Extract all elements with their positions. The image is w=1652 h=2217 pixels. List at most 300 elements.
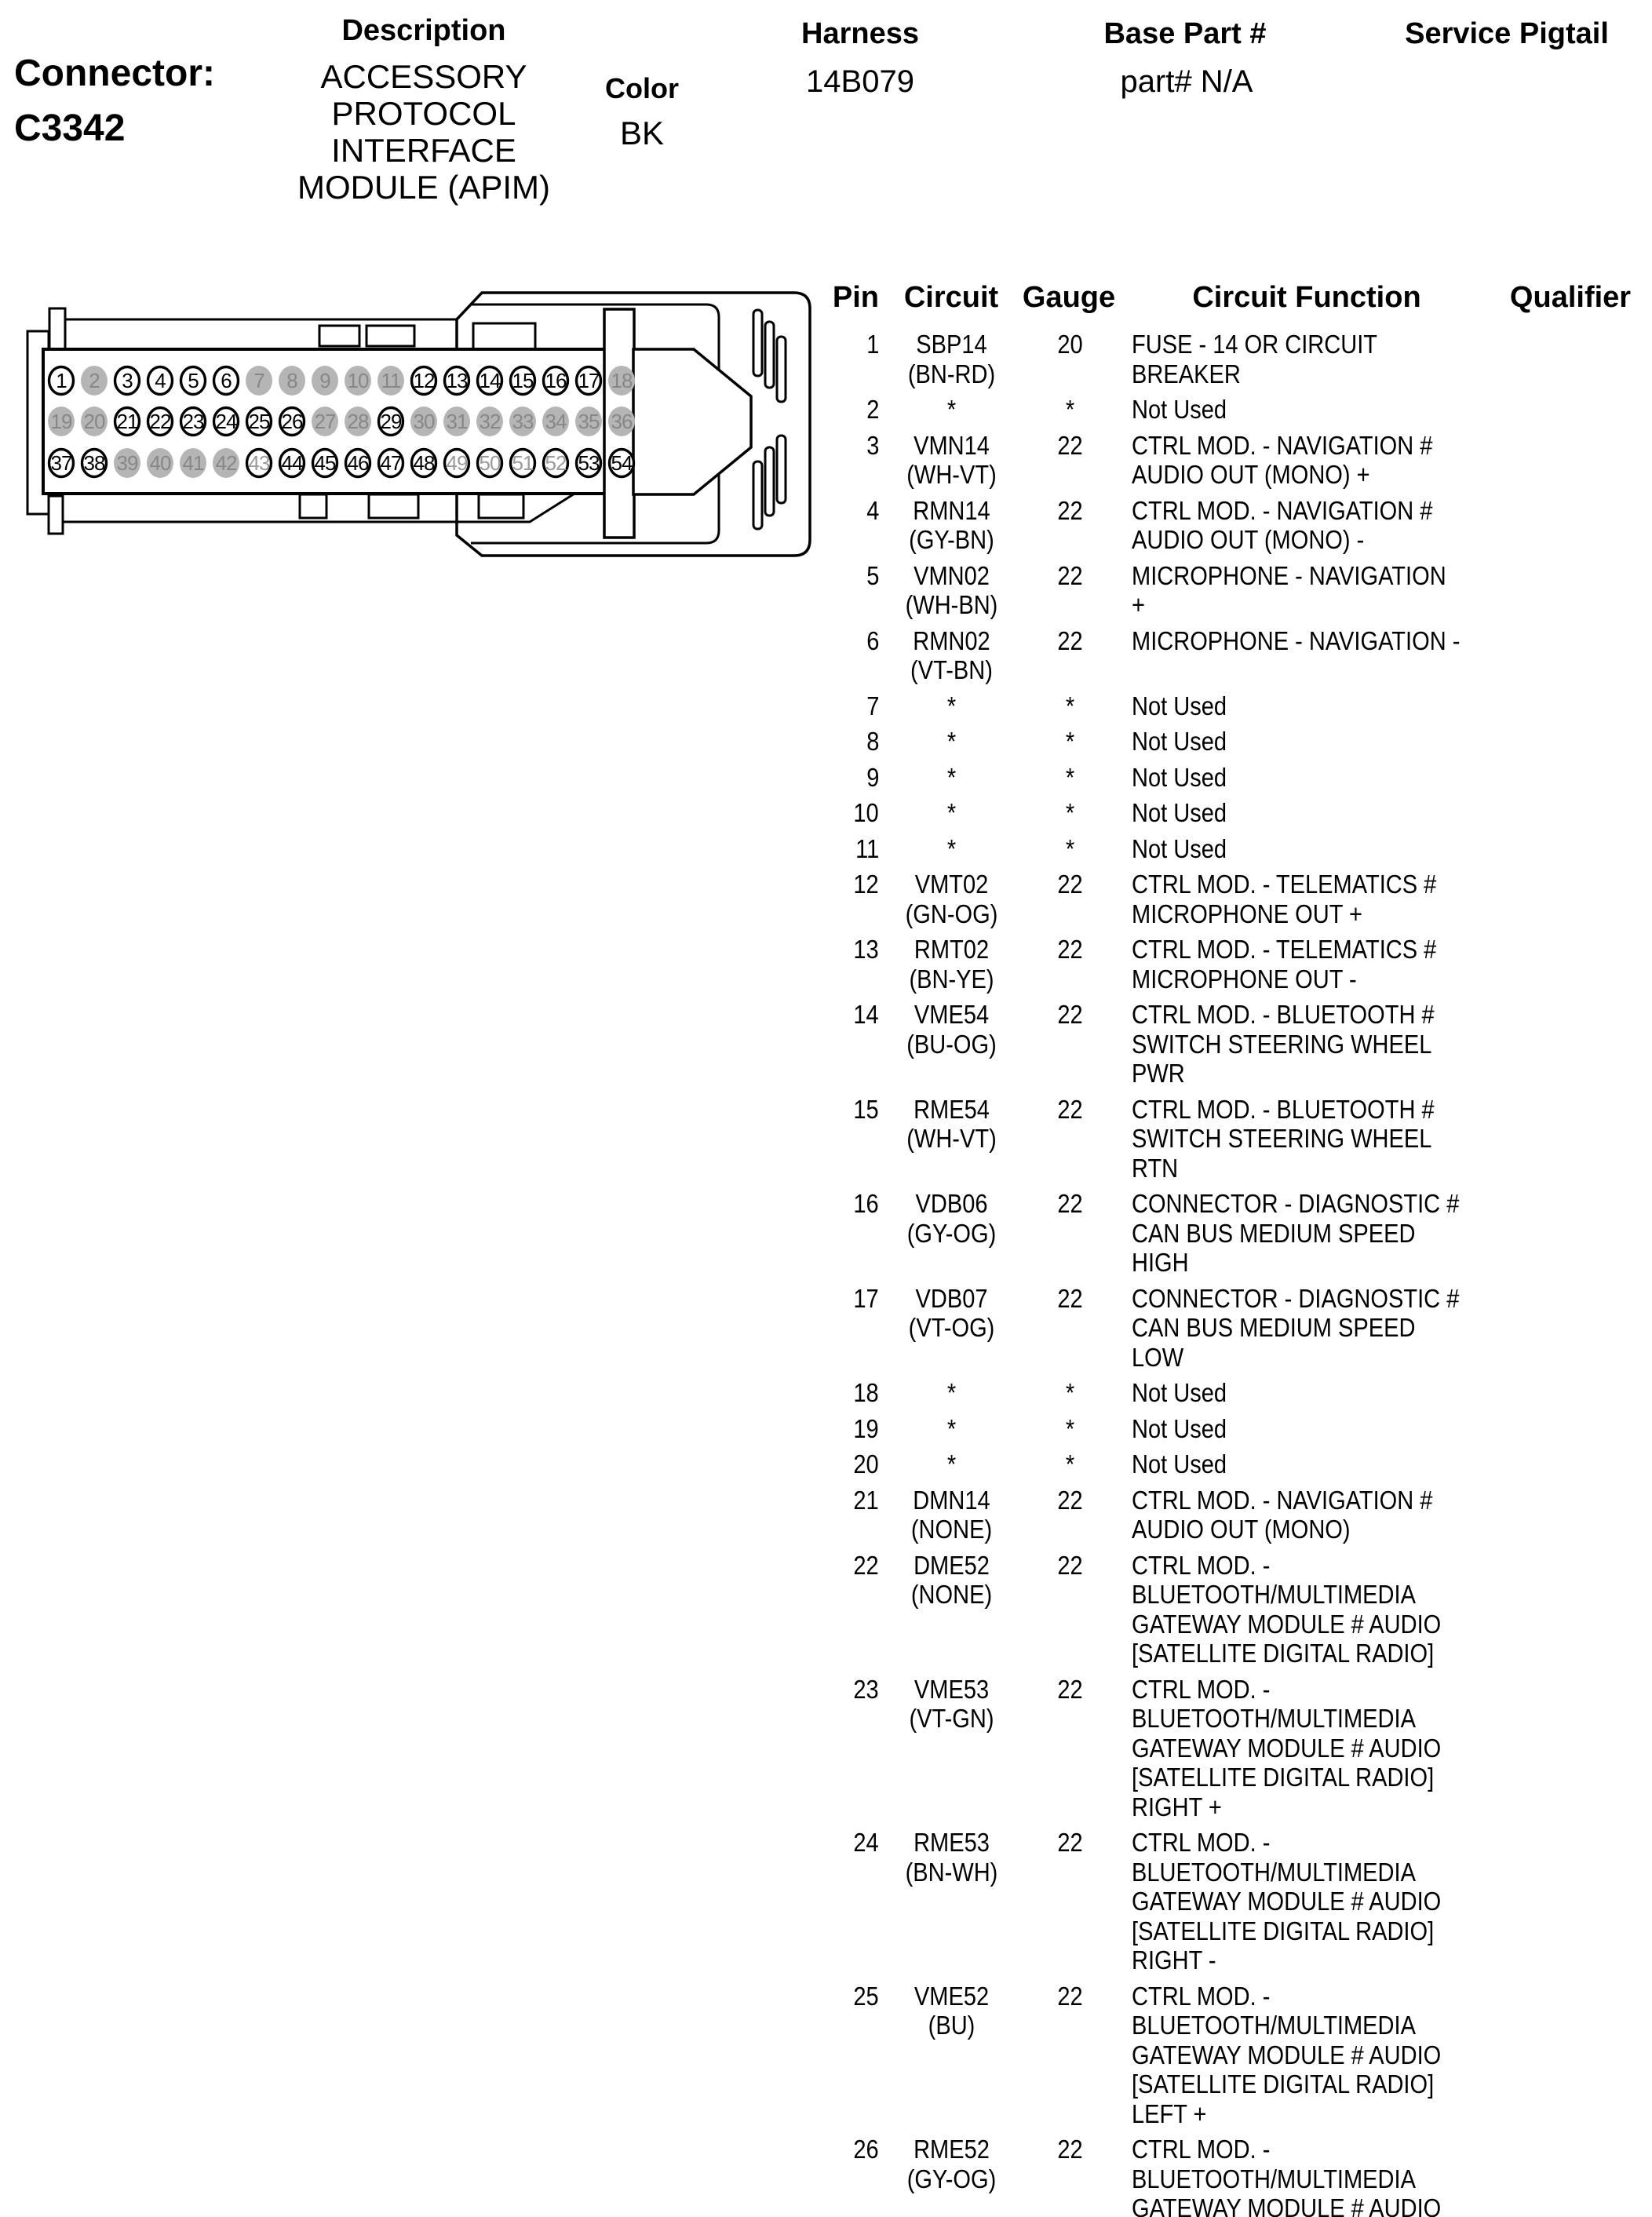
gauge-value: 22: [1057, 2135, 1083, 2164]
circuit-cell: [879, 395, 1024, 425]
function-line: RIGHT +: [1132, 1792, 1222, 1821]
gauge-cell: [1024, 1486, 1116, 1544]
gauge-value: 22: [1057, 1283, 1083, 1313]
pin-1-label: 1: [56, 369, 67, 392]
gauge-value: 22: [1057, 1550, 1083, 1580]
circuit-cell: [879, 1000, 1024, 1088]
table-row: [832, 1095, 1652, 1183]
column-header-function: Circuit Function: [1192, 281, 1421, 314]
function-line: GATEWAY MODULE # AUDIO: [1132, 2193, 1442, 2217]
pin-cell: [832, 1551, 879, 1668]
pin-cell: [832, 2135, 879, 2217]
pin-53-label: 53: [578, 451, 600, 475]
function-line: CTRL MOD. - NAVIGATION #: [1132, 495, 1433, 525]
circuit-color: (WH-VT): [906, 1124, 997, 1153]
pin-12-label: 12: [413, 369, 435, 392]
function-line: CAN BUS MEDIUM SPEED: [1132, 1313, 1416, 1342]
circuit-color: (WH-VT): [906, 460, 997, 489]
table-row: [832, 1675, 1652, 1822]
pin-42-label: 42: [215, 451, 237, 475]
circuit-code: *: [946, 1449, 957, 1479]
function-line: [SATELLITE DIGITAL RADIO]: [1132, 1763, 1435, 1792]
description-value: [297, 58, 550, 206]
pin-18-label: 18: [611, 369, 633, 392]
function-cell: [1116, 727, 1652, 757]
pin-number: 4: [866, 495, 879, 525]
housing-notch: [479, 494, 523, 518]
pin-number: 26: [853, 2135, 879, 2164]
pin-47-label: 47: [380, 451, 402, 475]
pin-54-label: 54: [611, 451, 633, 475]
circuit-color: (WH-BN): [905, 590, 998, 619]
pin-cell: [832, 561, 879, 620]
gauge-cell: [1024, 2135, 1116, 2217]
pin-34-label: 34: [545, 410, 567, 433]
pin-33-label: 33: [512, 410, 534, 433]
housing-slot: [777, 436, 786, 503]
table-row: [832, 330, 1652, 388]
circuit-cell: [879, 834, 1024, 864]
table-row: [832, 496, 1652, 555]
function-cell: [1116, 1000, 1652, 1088]
function-line: CTRL MOD. - TELEMATICS #: [1132, 870, 1437, 899]
pin-7-label: 7: [253, 369, 264, 392]
function-cell: [1116, 1095, 1652, 1183]
pin-number: 9: [866, 762, 879, 792]
gauge-cell: [1024, 1000, 1116, 1088]
circuit-color: (BU): [928, 2011, 976, 2040]
gauge-value: 22: [1057, 495, 1083, 525]
pin-number: 10: [853, 798, 879, 827]
function-line: Not Used: [1132, 798, 1227, 827]
harness-header: Harness: [801, 17, 919, 50]
pin-cell: [832, 798, 879, 828]
description-line: PROTOCOL: [331, 95, 516, 132]
base-part-header: Base Part #: [1103, 17, 1267, 50]
circuit-color: (BN-WH): [905, 1857, 998, 1887]
pin-number: 1: [866, 330, 879, 359]
gauge-value: 22: [1057, 1674, 1083, 1704]
function-line: CAN BUS MEDIUM SPEED: [1132, 1218, 1416, 1248]
gauge-cell: [1024, 1378, 1116, 1408]
pin-cell: [832, 626, 879, 685]
function-line: PWR: [1132, 1059, 1185, 1088]
circuit-code: RME54: [914, 1094, 990, 1124]
gauge-value: 22: [1057, 1828, 1083, 1857]
housing-notch: [319, 326, 359, 346]
pin-number: 25: [853, 1981, 879, 2011]
function-cell: [1116, 2135, 1652, 2217]
gauge-value: *: [1065, 395, 1075, 424]
circuit-cell: [879, 1189, 1024, 1278]
pin-16-label: 16: [545, 369, 567, 392]
function-line: FUSE - 14 OR CIRCUIT: [1132, 330, 1378, 359]
harness-value: 14B079: [806, 64, 914, 99]
gauge-value: *: [1065, 727, 1075, 756]
function-cell: [1116, 496, 1652, 555]
pin-39-label: 39: [116, 451, 138, 475]
circuit-code: RME53: [914, 1828, 990, 1857]
table-row: [832, 431, 1652, 490]
color-value: BK: [619, 115, 665, 151]
circuit-cell: [879, 561, 1024, 620]
function-line: BLUETOOTH/MULTIMEDIA: [1132, 1704, 1416, 1733]
function-line: MICROPHONE - NAVIGATION -: [1132, 625, 1461, 655]
pinout-rows: [832, 330, 1652, 2217]
column-header-qualifier: Qualifier: [1509, 281, 1632, 314]
circuit-cell: [879, 870, 1024, 928]
table-row: [832, 691, 1652, 721]
circuit-code: VDB07: [915, 1283, 988, 1313]
pin-25-label: 25: [248, 410, 270, 433]
function-line: +: [1132, 590, 1145, 619]
function-cell: [1116, 395, 1652, 425]
function-line: MICROPHONE - NAVIGATION: [1132, 560, 1446, 590]
circuit-cell: [879, 496, 1024, 555]
gauge-value: 22: [1057, 430, 1083, 460]
pin-37-label: 37: [50, 451, 72, 475]
circuit-color: (VT-BN): [910, 655, 993, 684]
pin-41-label: 41: [182, 451, 204, 475]
table-row: [832, 1449, 1652, 1479]
gauge-value: *: [1065, 1413, 1075, 1443]
gauge-cell: [1024, 834, 1116, 864]
circuit-code: *: [946, 762, 957, 792]
pin-number: 24: [853, 1828, 879, 1857]
table-row: [832, 935, 1652, 994]
pin-cell: [832, 935, 879, 994]
function-line: CTRL MOD. -: [1132, 2135, 1271, 2164]
function-line: CTRL MOD. - BLUETOOTH #: [1132, 1094, 1435, 1124]
housing-slot: [765, 322, 774, 388]
circuit-code: VME52: [914, 1981, 990, 2011]
circuit-code: *: [946, 1413, 957, 1443]
pin-cell: [832, 1486, 879, 1544]
gauge-value: 22: [1057, 1000, 1083, 1029]
pin-48-label: 48: [413, 451, 435, 475]
pin-number: 22: [853, 1550, 879, 1580]
gauge-value: *: [1065, 762, 1075, 792]
table-row: [832, 2135, 1652, 2217]
circuit-code: *: [946, 798, 957, 827]
pin-51-label: 51: [512, 451, 534, 475]
circuit-cell: [879, 1095, 1024, 1183]
table-row: [832, 1378, 1652, 1408]
gauge-value: 22: [1057, 625, 1083, 655]
pin-52-label: 52: [545, 451, 567, 475]
gauge-cell: [1024, 1449, 1116, 1479]
function-line: [SATELLITE DIGITAL RADIO]: [1132, 2069, 1435, 2098]
pin-number: 11: [855, 833, 879, 863]
housing-slot: [765, 447, 774, 516]
table-row: [832, 834, 1652, 864]
circuit-cell: [879, 330, 1024, 388]
circuit-code: RME52: [914, 2135, 990, 2164]
pin-10-label: 10: [347, 369, 369, 392]
gauge-value: 22: [1057, 1189, 1083, 1218]
pin-cell: [832, 1449, 879, 1479]
gauge-cell: [1024, 727, 1116, 757]
circuit-cell: [879, 1551, 1024, 1668]
pin-6-label: 6: [221, 369, 232, 392]
function-line: Not Used: [1132, 727, 1227, 756]
pin-8-label: 8: [286, 369, 297, 392]
housing-slot: [753, 461, 762, 529]
function-cell: [1116, 1828, 1652, 1975]
gauge-value: 22: [1057, 1485, 1083, 1515]
table-row: [832, 727, 1652, 757]
gauge-cell: [1024, 561, 1116, 620]
gauge-cell: [1024, 431, 1116, 490]
description-header: Description: [341, 14, 506, 47]
function-line: BLUETOOTH/MULTIMEDIA: [1132, 1857, 1416, 1887]
gauge-cell: [1024, 496, 1116, 555]
table-row: [832, 798, 1652, 828]
function-cell: [1116, 834, 1652, 864]
pin-cell: [832, 691, 879, 721]
table-row: [832, 1828, 1652, 1975]
pin-cell: [832, 1378, 879, 1408]
function-line: Not Used: [1132, 1413, 1227, 1443]
function-line: CONNECTOR - DIAGNOSTIC #: [1132, 1283, 1460, 1313]
pin-number: 23: [853, 1674, 879, 1704]
pin-15-label: 15: [512, 369, 534, 392]
pin-32-label: 32: [479, 410, 501, 433]
function-cell: [1116, 431, 1652, 490]
gauge-value: *: [1065, 691, 1075, 720]
function-line: GATEWAY MODULE # AUDIO: [1132, 1887, 1442, 1916]
table-row: [832, 626, 1652, 685]
gauge-cell: [1024, 798, 1116, 828]
pin-20-label: 20: [83, 410, 105, 433]
pin-17-label: 17: [578, 369, 600, 392]
pin-9-label: 9: [319, 369, 330, 392]
pin-cell: [832, 1189, 879, 1278]
function-line: [SATELLITE DIGITAL RADIO]: [1132, 1639, 1435, 1668]
pin-46-label: 46: [347, 451, 369, 475]
pin-40-label: 40: [149, 451, 171, 475]
pin-14-label: 14: [479, 369, 501, 392]
connector-id: C3342: [14, 108, 126, 149]
pin-50-label: 50: [479, 451, 501, 475]
function-line: SWITCH STEERING WHEEL: [1132, 1124, 1432, 1153]
gauge-cell: [1024, 1189, 1116, 1278]
pin-22-label: 22: [149, 410, 171, 433]
pin-number: 12: [853, 870, 879, 899]
housing-notch: [369, 494, 418, 518]
gauge-cell: [1024, 763, 1116, 793]
pin-49-label: 49: [446, 451, 468, 475]
circuit-cell: [879, 1284, 1024, 1373]
column-header-pin: Pin: [832, 281, 879, 314]
function-cell: [1116, 691, 1652, 721]
function-line: CTRL MOD. - TELEMATICS #: [1132, 935, 1437, 964]
pin-number: 5: [866, 560, 879, 590]
circuit-color: (VT-OG): [908, 1313, 995, 1342]
base-part-value: part# N/A: [1120, 64, 1253, 99]
gauge-cell: [1024, 395, 1116, 425]
function-line: RTN: [1132, 1153, 1179, 1183]
pin-21-label: 21: [116, 410, 138, 433]
function-line: BLUETOOTH/MULTIMEDIA: [1132, 2164, 1416, 2193]
pin-number: 2: [866, 395, 879, 424]
gauge-cell: [1024, 626, 1116, 685]
pin-45-label: 45: [314, 451, 336, 475]
pin-36-label: 36: [611, 410, 633, 433]
pin-19-label: 19: [50, 410, 72, 433]
circuit-code: DME52: [914, 1550, 990, 1580]
circuit-code: VME53: [914, 1674, 990, 1704]
circuit-code: VDB06: [915, 1189, 988, 1218]
gauge-value: *: [1065, 833, 1075, 863]
circuit-color: (VT-GN): [909, 1704, 994, 1733]
function-line: CTRL MOD. - NAVIGATION #: [1132, 430, 1433, 460]
pin-number: 8: [866, 727, 879, 756]
circuit-cell: [879, 431, 1024, 490]
pin-number: 13: [853, 935, 879, 964]
gauge-value: 22: [1057, 870, 1083, 899]
function-cell: [1116, 1675, 1652, 1822]
function-line: GATEWAY MODULE # AUDIO: [1132, 1733, 1442, 1763]
function-line: CONNECTOR - DIAGNOSTIC #: [1132, 1189, 1460, 1218]
circuit-color: (BN-RD): [907, 359, 996, 388]
pin-number: 18: [853, 1378, 879, 1407]
gauge-value: *: [1065, 1378, 1075, 1407]
circuit-cell: [879, 727, 1024, 757]
circuit-code: VMT02: [914, 870, 989, 899]
function-cell: [1116, 330, 1652, 388]
function-line: CTRL MOD. - NAVIGATION #: [1132, 1485, 1433, 1515]
pin-38-label: 38: [83, 451, 105, 475]
table-row: [832, 1414, 1652, 1444]
pin-23-label: 23: [182, 410, 204, 433]
pin-29-label: 29: [380, 410, 402, 433]
table-row: [832, 763, 1652, 793]
function-line: BLUETOOTH/MULTIMEDIA: [1132, 1580, 1416, 1609]
circuit-color: (GY-BN): [909, 525, 994, 554]
pin-cell: [832, 1000, 879, 1088]
circuit-cell: [879, 691, 1024, 721]
function-line: Not Used: [1132, 833, 1227, 863]
pin-cell: [832, 496, 879, 555]
pin-number: 3: [866, 430, 879, 460]
circuit-code: RMN14: [913, 495, 990, 525]
gauge-value: 20: [1057, 330, 1083, 359]
function-line: LOW: [1132, 1342, 1184, 1372]
pin-number: 16: [853, 1189, 879, 1218]
function-line: Not Used: [1132, 762, 1227, 792]
circuit-code: VME54: [914, 1000, 990, 1029]
function-line: LEFT +: [1132, 2098, 1207, 2128]
function-line: GATEWAY MODULE # AUDIO: [1132, 1609, 1442, 1639]
function-line: CTRL MOD. -: [1132, 1674, 1271, 1704]
table-row: [832, 870, 1652, 928]
housing-slot: [753, 310, 762, 376]
gauge-value: *: [1065, 1449, 1075, 1479]
pin-11-label: 11: [381, 369, 401, 392]
housing-notch: [367, 326, 414, 346]
pin-4-label: 4: [155, 369, 166, 392]
circuit-color: (NONE): [910, 1515, 993, 1544]
pin-cell: [832, 727, 879, 757]
pin-cell: [832, 395, 879, 425]
pin-cell: [832, 1675, 879, 1822]
pin-cell: [832, 431, 879, 490]
gauge-value: 22: [1057, 560, 1083, 590]
pin-number: 19: [853, 1413, 879, 1443]
gauge-cell: [1024, 1982, 1116, 2129]
pin-5-label: 5: [188, 369, 199, 392]
pin-number: 6: [866, 625, 879, 655]
circuit-code: RMN02: [913, 625, 990, 655]
gauge-cell: [1024, 935, 1116, 994]
pin-number: 15: [853, 1094, 879, 1124]
gauge-cell: [1024, 1675, 1116, 1822]
pin-cell: [832, 870, 879, 928]
description-line: MODULE (APIM): [297, 169, 551, 206]
pin-number: 20: [853, 1449, 879, 1479]
pin-cell: [832, 1284, 879, 1373]
gauge-value: 22: [1057, 1981, 1083, 2011]
gauge-value: 22: [1057, 935, 1083, 964]
pin-cell: [832, 1095, 879, 1183]
circuit-color: (GN-OG): [905, 899, 998, 928]
function-line: Not Used: [1132, 1378, 1227, 1407]
function-line: CTRL MOD. -: [1132, 1550, 1271, 1580]
pin-number: 17: [853, 1283, 879, 1313]
function-line: Not Used: [1132, 395, 1227, 424]
connector-diagram: [0, 276, 820, 568]
pin-30-label: 30: [413, 410, 435, 433]
function-line: [SATELLITE DIGITAL RADIO]: [1132, 1916, 1435, 1945]
column-header-gauge: Gauge: [1022, 281, 1116, 314]
function-line: RIGHT -: [1132, 1945, 1216, 1975]
function-line: HIGH: [1132, 1248, 1189, 1277]
gauge-cell: [1024, 691, 1116, 721]
circuit-code: RMT02: [914, 935, 990, 964]
gauge-cell: [1024, 1551, 1116, 1668]
circuit-cell: [879, 935, 1024, 994]
circuit-code: *: [946, 727, 957, 756]
column-header-circuit: Circuit: [903, 281, 999, 314]
circuit-code: SBP14: [916, 330, 987, 359]
pin-44-label: 44: [281, 451, 303, 475]
circuit-color: (BU-OG): [906, 1029, 997, 1059]
function-line: Not Used: [1132, 1449, 1227, 1479]
housing-tab-bottom: [49, 496, 63, 534]
table-row: [832, 395, 1652, 425]
circuit-cell: [879, 626, 1024, 685]
function-line: CTRL MOD. -: [1132, 1828, 1271, 1857]
circuit-cell: [879, 1414, 1024, 1444]
pin-27-label: 27: [314, 410, 336, 433]
circuit-cell: [879, 1675, 1024, 1822]
function-line: CTRL MOD. - BLUETOOTH #: [1132, 1000, 1435, 1029]
function-cell: [1116, 1551, 1652, 1668]
function-cell: [1116, 1378, 1652, 1408]
function-cell: [1116, 1284, 1652, 1373]
housing-slot: [777, 337, 786, 402]
pin-cell: [832, 834, 879, 864]
circuit-cell: [879, 1982, 1024, 2129]
housing-tab-top: [49, 308, 65, 351]
table-row: [832, 1982, 1652, 2129]
function-cell: [1116, 626, 1652, 685]
function-line: AUDIO OUT (MONO) -: [1132, 525, 1365, 554]
pin-cell: [832, 1414, 879, 1444]
circuit-cell: [879, 798, 1024, 828]
function-line: MICROPHONE OUT -: [1132, 964, 1357, 994]
